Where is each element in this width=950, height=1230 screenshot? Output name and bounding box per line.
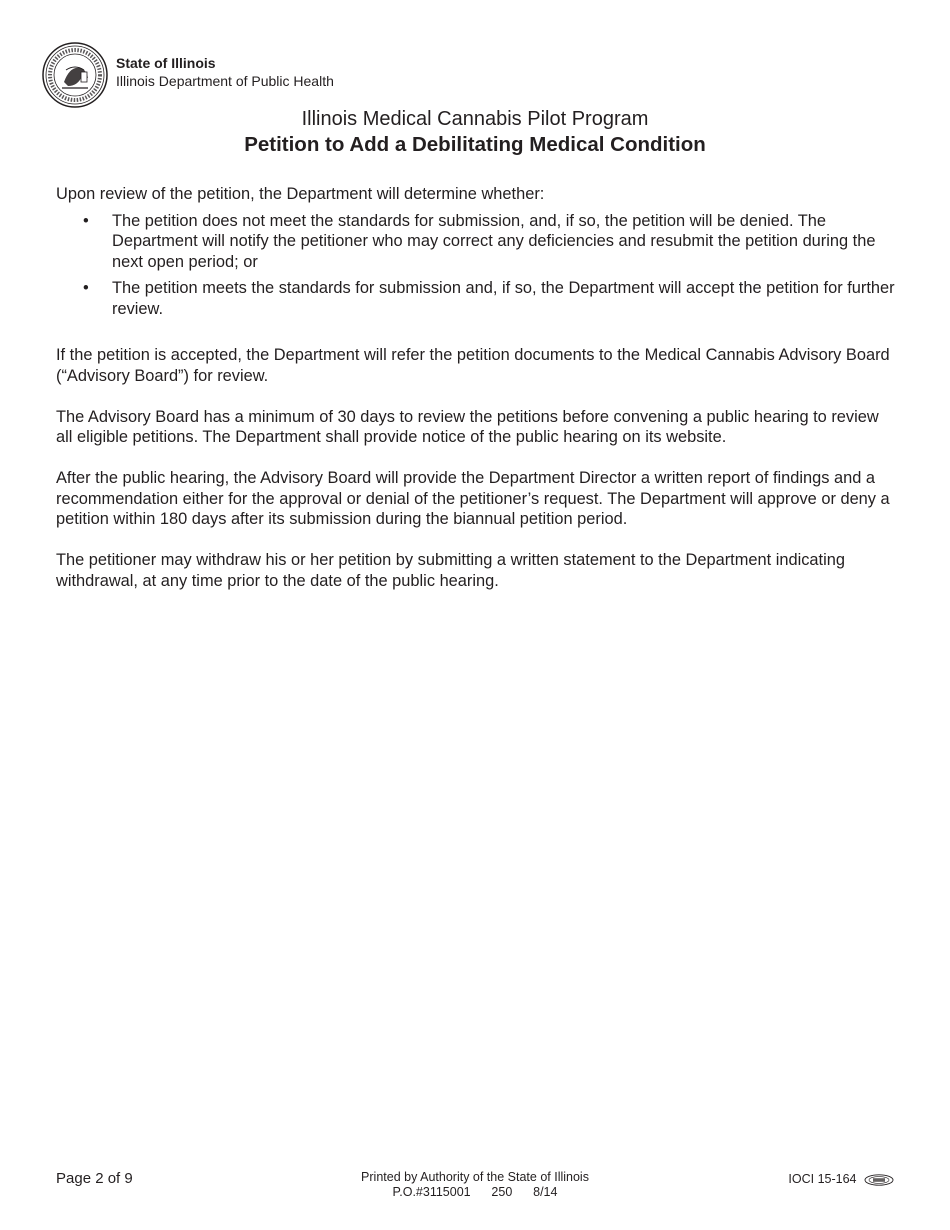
bullet-marker: •	[83, 211, 89, 230]
paragraph: If the petition is accepted, the Department will refer the petition documents to the Medical Cannabis Advisory Board (“Advisory Board”) for review.	[56, 346, 890, 385]
list-item-text: The petition does not meet the standards for submission, and, if so, the petition will be denied. The Department will notify the petitioner who may correct any deficiencies and resubmit the petition during the next open period; or	[112, 211, 876, 271]
illinois-state-seal-icon	[42, 42, 108, 108]
bullet-list	[56, 211, 898, 320]
state-name: State of Illinois	[116, 55, 216, 71]
paragraph: After the public hearing, the Advisory Board will provide the Department Director a written report of findings and a recommendation either for the approval or denial of the petitioner’s request. The Department will approve or deny a petition within 180 days after its submission during the biannual petition period.	[56, 469, 890, 528]
po-line: P.O.#3115001 250 8/14	[392, 1185, 558, 1199]
program-title: Illinois Medical Cannabis Pilot Program	[301, 108, 649, 130]
union-bug-icon	[864, 1174, 894, 1186]
form-number-block	[788, 1170, 894, 1188]
paragraph: The petitioner may withdraw his or her petition by submitting a written statement to the Department indicating withdrawal, at any time prior to the date of the public hearing.	[56, 551, 845, 590]
title-block	[0, 106, 950, 158]
form-title: Petition to Add a Debilitating Medical Condition	[244, 133, 706, 156]
intro-text: Upon review of the petition, the Department will determine whether:	[56, 185, 545, 203]
department-name: Illinois Department of Public Health	[116, 73, 334, 89]
printed-by-text: Printed by Authority of the State of Illinois	[361, 1170, 589, 1184]
list-item	[56, 211, 898, 273]
paragraph: The Advisory Board has a minimum of 30 days to review the petitions before convening a public hearing to review all eligible petitions. The Department shall provide notice of the public hearing on its website.	[56, 407, 879, 446]
bullet-marker: •	[83, 279, 89, 297]
page-number: Page 2 of 9	[56, 1170, 133, 1187]
form-number: IOCI 15-164	[788, 1172, 857, 1186]
list-item	[56, 278, 898, 319]
agency-block	[116, 54, 334, 90]
body-content	[56, 184, 898, 612]
list-item-text: The petition meets the standards for submission and, if so, the Department will accept the petition for further review.	[112, 279, 895, 318]
